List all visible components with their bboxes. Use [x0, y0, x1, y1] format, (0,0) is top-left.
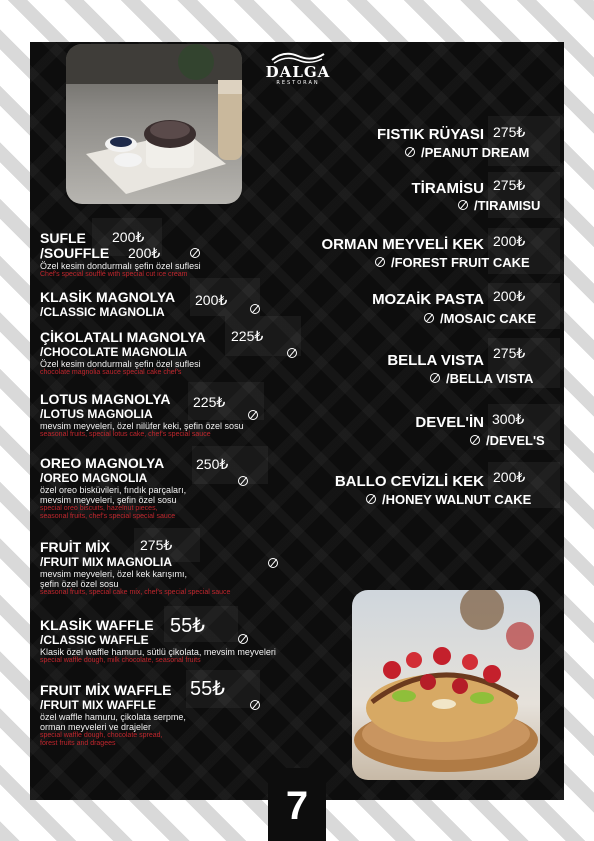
souffle-photo — [66, 44, 242, 204]
item-desc-en: special waffle dough, chocolate spread, — [40, 732, 163, 739]
item-title: FISTIK RÜYASI — [377, 126, 484, 143]
item-subtitle: /BELLA VISTA — [446, 371, 534, 386]
item-desc: orman meyveleri ve drajeler — [40, 722, 152, 732]
gluten-free-icon — [248, 410, 258, 420]
item-title: ÇİKOLATALI MAGNOLYA — [40, 329, 206, 345]
menu-item-fruit-mix — [40, 540, 230, 597]
item-price: 55₺ — [170, 615, 205, 637]
menu-item-klasik-magnolya — [40, 290, 175, 319]
gluten-free-icon — [250, 700, 260, 710]
item-price: 55₺ — [190, 678, 225, 700]
item-title: BELLA VISTA — [387, 352, 484, 369]
item-desc: Klasik özel waffle hamuru, sütlü çikolata, mevsim meyveleri — [40, 647, 276, 657]
brand-name: DALGA — [265, 63, 331, 81]
item-price: 200₺ — [493, 288, 526, 304]
item-desc: mevsim meyveleri, özel nilüfer keki, şefin özel sosu — [40, 421, 244, 431]
item-title: MOZAİK PASTA — [372, 291, 484, 308]
gluten-free-icon — [375, 257, 385, 267]
item-price-alt: 200₺ — [128, 245, 161, 261]
item-subtitle: /CLASSIC MAGNOLIA — [40, 305, 165, 319]
menu-item-fruit-mix-waffle — [40, 683, 186, 748]
gluten-free-icon — [238, 476, 248, 486]
item-subtitle: /DEVEL'S — [486, 433, 545, 448]
item-title: LOTUS MAGNOLYA — [40, 391, 171, 407]
item-price: 200₺ — [493, 469, 526, 485]
item-price: 200₺ — [493, 233, 526, 249]
item-desc-en: seasonal fruits, special lotus cake, chef's special sauce — [40, 431, 211, 438]
item-title: KLASİK WAFFLE — [40, 617, 154, 633]
item-price: 225₺ — [231, 328, 264, 344]
item-price: 200₺ — [112, 229, 145, 245]
item-price: 300₺ — [492, 411, 525, 427]
gluten-free-icon — [268, 558, 278, 568]
item-subtitle: /MOSAIC CAKE — [440, 311, 537, 326]
item-subtitle: /HONEY WALNUT CAKE — [382, 492, 532, 507]
item-subtitle: /FRUIT MIX WAFFLE — [40, 698, 156, 712]
item-price: 275₺ — [493, 124, 526, 140]
item-title: TİRAMİSU — [411, 180, 484, 197]
item-title: OREO MAGNOLYA — [40, 455, 165, 471]
item-price: 275₺ — [140, 537, 173, 553]
gluten-free-icon — [458, 200, 468, 210]
item-desc: Özel kesim dondurmalı şefin özel suflesi — [40, 359, 201, 369]
item-desc-en: special waffle dough, milk chocolate, seasonal fruits — [40, 657, 201, 664]
page-number: 7 — [285, 784, 309, 828]
item-title: BALLO CEVİZLİ KEK — [334, 473, 484, 490]
waffle-photo — [352, 590, 540, 780]
item-desc: özel waffle hamuru, çikolata serpme, — [40, 712, 186, 722]
item-desc: özel oreo bisküvileri, fındık parçaları, — [40, 485, 187, 495]
item-subtitle: /PEANUT DREAM — [421, 145, 530, 160]
item-title: ORMAN MEYVELİ KEK — [321, 236, 484, 253]
item-subtitle: /TIRAMISU — [474, 198, 541, 213]
souffle-illustration — [66, 44, 242, 204]
item-desc-en: special oreo biscuits, hazelnut pieces, — [40, 505, 158, 512]
wave-logo-icon — [270, 48, 326, 64]
gluten-free-icon — [190, 248, 200, 258]
menu-item-oreo-magnolya — [40, 456, 186, 521]
item-desc-en: seasonal fruits, special cake mix, chef's special special sauce — [40, 589, 231, 596]
item-desc: mevsim meyveleri, şefin özel sosu — [40, 495, 177, 505]
item-desc-en: chocolate magnolia sauce special cake chef's — [40, 369, 182, 376]
item-subtitle: /CHOCOLATE MAGNOLIA — [40, 345, 188, 359]
item-title: FRUİT MİX — [40, 539, 110, 555]
item-desc-en: Chef's special soufflé with special cut ice cream — [40, 271, 188, 278]
item-price: 225₺ — [193, 394, 226, 410]
gluten-free-icon — [424, 313, 434, 323]
item-price: 275₺ — [493, 177, 526, 193]
item-subtitle: /CLASSIC WAFFLE — [40, 633, 149, 647]
gluten-free-icon — [366, 494, 376, 504]
gluten-free-icon — [250, 304, 260, 314]
item-title: SUFLE — [40, 230, 86, 246]
item-subtitle: /FOREST FRUIT CAKE — [391, 255, 530, 270]
item-title: DEVEL'İN — [415, 414, 484, 431]
waffle-illustration — [352, 590, 540, 780]
item-price: 275₺ — [493, 345, 526, 361]
gluten-free-icon — [470, 435, 480, 445]
item-subtitle: /FRUIT MIX MAGNOLIA — [40, 555, 172, 569]
gluten-free-icon — [430, 373, 440, 383]
item-desc: Özel kesim dondurmalı şefin özel suflesi — [40, 261, 201, 271]
item-desc-en: seasonal fruits, chef's special special sauce — [40, 513, 176, 520]
brand-logo — [258, 48, 338, 87]
item-title: FRUIT MİX WAFFLE — [40, 682, 172, 698]
item-price: 200₺ — [195, 292, 228, 308]
item-price: 250₺ — [196, 456, 229, 472]
brand-subtitle: RESTORAN — [276, 80, 320, 86]
item-desc: mevsim meyveleri, özel kek karışımı, — [40, 569, 188, 579]
gluten-free-icon — [287, 348, 297, 358]
gluten-free-icon — [405, 147, 415, 157]
item-desc-en: forest fruits and dragees — [40, 740, 116, 747]
item-desc: şefin özel özel sosu — [40, 579, 119, 589]
gluten-free-icon — [238, 634, 248, 644]
item-subtitle: /SOUFFLE — [40, 245, 110, 261]
item-title: KLASİK MAGNOLYA — [40, 289, 176, 305]
menu-item-cikolatali-magnolya — [40, 330, 206, 377]
item-subtitle: /LOTUS MAGNOLIA — [40, 407, 153, 421]
item-subtitle: /OREO MAGNOLIA — [40, 471, 148, 485]
